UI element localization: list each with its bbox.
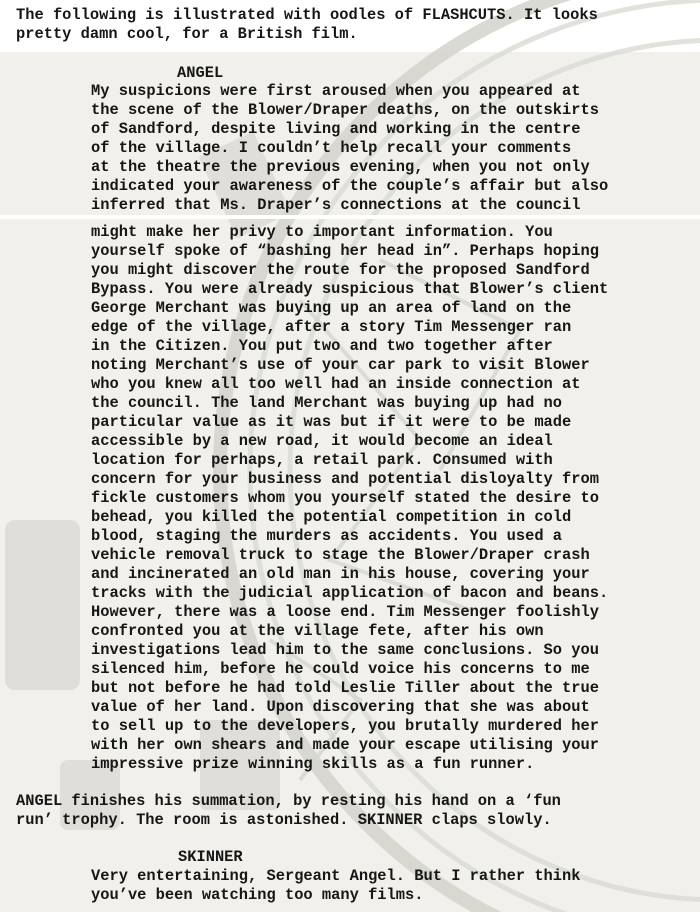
dialogue-line: and incinerated an old man in his house, covering your [91, 565, 590, 583]
dialogue-line: with her own shears and made your escape utilising your [91, 736, 599, 754]
dialogue-line: who you knew all too well had an inside connection at [91, 375, 581, 393]
character-name-skinner: SKINNER [178, 848, 243, 866]
dialogue-line: at the theatre the previous evening, when you not only [91, 158, 590, 176]
dialogue-line: impressive prize winning skills as a fun runner. [91, 755, 535, 773]
dialogue-line: indicated your awareness of the couple’s affair but also [91, 177, 609, 195]
dialogue-line: to sell up to the developers, you brutally murdered her [91, 717, 599, 735]
dialogue-line: you’ve been watching too many films. [91, 886, 424, 904]
dialogue-line: value of her land. Upon discovering that she was about [91, 698, 590, 716]
dialogue-line: the council. The land Merchant was buying up had no [91, 394, 563, 412]
intro-line: pretty damn cool, for a British film. [16, 25, 358, 43]
dialogue-line: of Sandford, despite living and working in the centre [91, 120, 581, 138]
dialogue-line: noting Merchant’s use of your car park to visit Blower [91, 356, 590, 374]
dialogue-line: However, there was a loose end. Tim Messenger foolishly [91, 603, 599, 621]
dialogue-line: but not before he had told Leslie Tiller about the true [91, 679, 599, 697]
dialogue-line: investigations lead him to the same conclusions. So you [91, 641, 599, 659]
dialogue-line: location for perhaps, a retail park. Consumed with [91, 451, 553, 469]
dialogue-line: edge of the village, after a story Tim Messenger ran [91, 318, 572, 336]
dialogue-line: silenced him, before he could voice his concerns to me [91, 660, 590, 678]
action-line: ANGEL finishes his summation, by resting his hand on a ‘fun [16, 792, 561, 810]
dialogue-line: accessible by a new road, it would become an ideal [91, 432, 553, 450]
dialogue-line: fickle customers whom you yourself stated the desire to [91, 489, 599, 507]
dialogue-line: blood, staging the murders as accidents. You used a [91, 527, 563, 545]
dialogue-line: in the Citizen. You put two and two together after [91, 337, 553, 355]
dialogue-line: behead, you killed the potential competition in cold [91, 508, 572, 526]
dialogue-line: concern for your business and potential disloyalty from [91, 470, 599, 488]
dialogue-line: inferred that Ms. Draper’s connections at the council [91, 196, 581, 214]
dialogue-line: yourself spoke of “bashing her head in”. Perhaps hoping [91, 242, 599, 260]
dialogue-line: tracks with the judicial application of bacon and beans. [91, 584, 609, 602]
dialogue-line: confronted you at the village fete, after his own [91, 622, 544, 640]
action-line: run’ trophy. The room is astonished. SKINNER claps slowly. [16, 811, 552, 829]
dialogue-line: might make her privy to important information. You [91, 223, 553, 241]
dialogue-line: Bypass. You were already suspicious that Blower’s client [91, 280, 609, 298]
character-name-angel: ANGEL [177, 64, 224, 82]
dialogue-line: of the village. I couldn’t help recall your comments [91, 139, 572, 157]
dialogue-line: particular value as it was but if it were to be made [91, 413, 572, 431]
dialogue-line: vehicle removal truck to stage the Blower/Draper crash [91, 546, 590, 564]
dialogue-line: the scene of the Blower/Draper deaths, on the outskirts [91, 101, 599, 119]
intro-line: The following is illustrated with oodles of FLASHCUTS. It looks [16, 6, 598, 24]
dialogue-line: you might discover the route for the proposed Sandford [91, 261, 590, 279]
page-break [0, 215, 700, 219]
dialogue-line: My suspicions were first aroused when you appeared at [91, 82, 581, 100]
dialogue-line: George Merchant was buying up an area of land on the [91, 299, 572, 317]
dialogue-line: Very entertaining, Sergeant Angel. But I rather think [91, 867, 581, 885]
